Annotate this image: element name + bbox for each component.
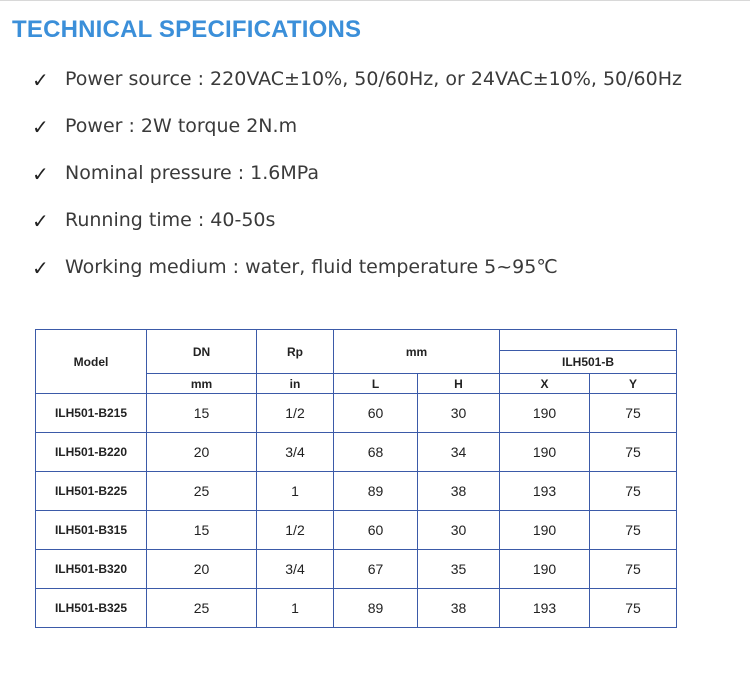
cell-dn: 15 — [147, 511, 257, 550]
subheader-y: Y — [590, 374, 677, 394]
cell-rp: 1 — [257, 589, 334, 628]
cell-h: 34 — [418, 433, 500, 472]
table-row — [36, 433, 677, 472]
spec-item — [32, 68, 732, 115]
cell-y: 75 — [590, 433, 677, 472]
table-header-row — [36, 330, 677, 374]
cell-model: ILH501-B320 — [36, 550, 147, 589]
spec-text: Power : 2W torque 2N.m — [65, 115, 298, 137]
subheader-dn-unit: mm — [147, 374, 257, 394]
cell-x: 190 — [500, 511, 590, 550]
cell-y: 75 — [590, 511, 677, 550]
checkmark-icon: ✓ — [32, 68, 49, 92]
spec-item — [32, 115, 732, 162]
table-row — [36, 472, 677, 511]
cell-rp: 1/2 — [257, 511, 334, 550]
spec-item — [32, 209, 732, 256]
table-row — [36, 550, 677, 589]
cell-rp: 3/4 — [257, 550, 334, 589]
cell-rp: 3/4 — [257, 433, 334, 472]
header-dn: DN — [147, 330, 257, 374]
cell-l: 60 — [334, 511, 418, 550]
cell-h: 30 — [418, 394, 500, 433]
spec-item — [32, 162, 732, 209]
cell-dn: 25 — [147, 472, 257, 511]
cell-l: 60 — [334, 394, 418, 433]
cell-x: 193 — [500, 589, 590, 628]
subheader-h: H — [418, 374, 500, 394]
cell-l: 89 — [334, 589, 418, 628]
cell-l: 68 — [334, 433, 418, 472]
subheader-x: X — [500, 374, 590, 394]
cell-l: 67 — [334, 550, 418, 589]
cell-y: 75 — [590, 394, 677, 433]
page-title: TECHNICAL SPECIFICATIONS — [12, 16, 362, 43]
cell-y: 75 — [590, 550, 677, 589]
spec-table-wrapper — [35, 329, 676, 631]
cell-h: 35 — [418, 550, 500, 589]
cell-x: 190 — [500, 433, 590, 472]
table-row — [36, 394, 677, 433]
spec-list — [32, 68, 732, 303]
spec-text: Working medium : water, fluid temperature 5~95℃ — [65, 256, 558, 278]
cell-h: 38 — [418, 589, 500, 628]
header-mm: mm — [334, 330, 500, 374]
top-divider — [0, 0, 750, 1]
cell-y: 75 — [590, 589, 677, 628]
spec-item — [32, 256, 732, 303]
cell-dn: 20 — [147, 433, 257, 472]
checkmark-icon: ✓ — [32, 209, 49, 233]
cell-x: 193 — [500, 472, 590, 511]
cell-model: ILH501-B325 — [36, 589, 147, 628]
cell-model: ILH501-B315 — [36, 511, 147, 550]
cell-dn: 20 — [147, 550, 257, 589]
header-model: Model — [36, 330, 147, 394]
table-row — [36, 589, 677, 628]
cell-x: 190 — [500, 550, 590, 589]
cell-y: 75 — [590, 472, 677, 511]
header-ilh-cell — [500, 330, 677, 374]
cell-model: ILH501-B215 — [36, 394, 147, 433]
cell-h: 38 — [418, 472, 500, 511]
spec-text: Power source : 220VAC±10%, 50/60Hz, or 24VAC±10%, 50/60Hz — [65, 68, 682, 90]
checkmark-icon: ✓ — [32, 256, 49, 280]
header-rp: Rp — [257, 330, 334, 374]
cell-l: 89 — [334, 472, 418, 511]
checkmark-icon: ✓ — [32, 162, 49, 186]
header-ilh: ILH501-B — [500, 350, 676, 373]
cell-model: ILH501-B225 — [36, 472, 147, 511]
cell-x: 190 — [500, 394, 590, 433]
cell-model: ILH501-B220 — [36, 433, 147, 472]
spec-text: Nominal pressure : 1.6MPa — [65, 162, 320, 184]
checkmark-icon: ✓ — [32, 115, 49, 139]
spec-table — [35, 329, 677, 628]
cell-dn: 25 — [147, 589, 257, 628]
cell-rp: 1/2 — [257, 394, 334, 433]
cell-rp: 1 — [257, 472, 334, 511]
table-row — [36, 511, 677, 550]
spec-text: Running time : 40-50s — [65, 209, 276, 231]
cell-h: 30 — [418, 511, 500, 550]
cell-dn: 15 — [147, 394, 257, 433]
subheader-rp-unit: in — [257, 374, 334, 394]
subheader-l: L — [334, 374, 418, 394]
